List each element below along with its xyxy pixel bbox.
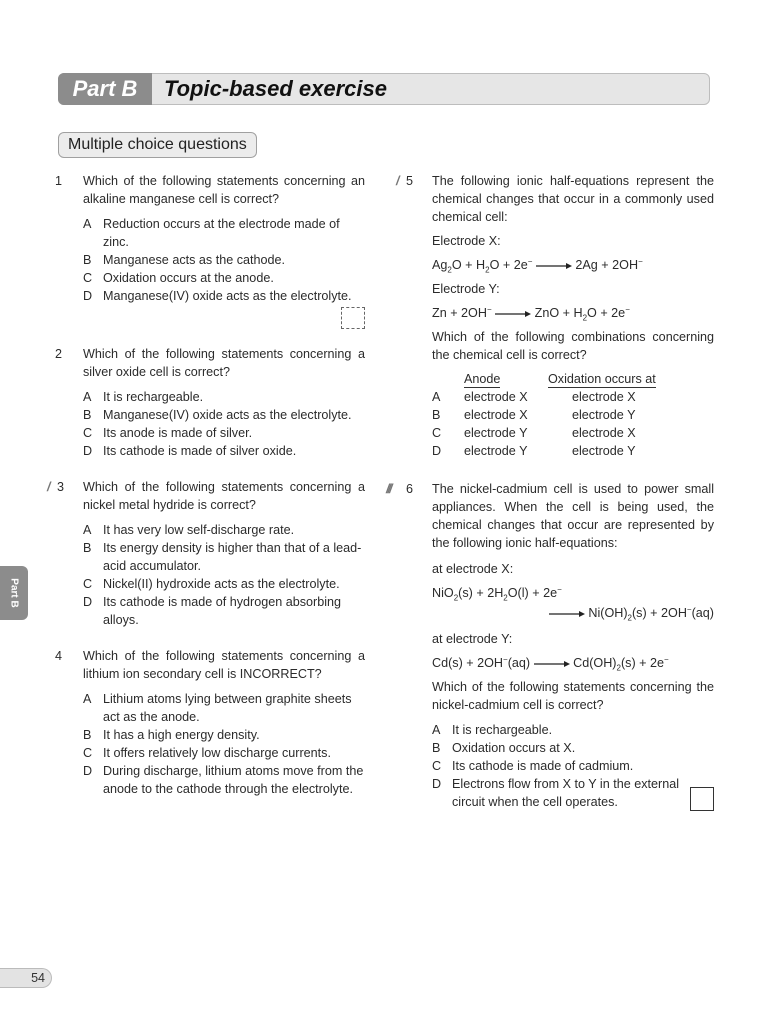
question-stem: Which of the following statements concerning an alkaline manganese cell is correct? bbox=[83, 174, 365, 206]
equation-electrode-y: Cd(s) + 2OH−(aq) $Cd(OH)_2(s) + 2e^-$ bbox=[432, 654, 669, 673]
option-b[interactable]: B Manganese acts as the cathode. bbox=[83, 253, 286, 267]
question-stem: The following ionic half-equations represent the chemical changes that occur in a commonly used chemical cell: bbox=[432, 174, 714, 224]
option-b[interactable]: B electrode X electrode Y bbox=[432, 408, 636, 422]
equation-electrode-y: Zn + 2OH− ZnO + $H_2O + 2e^-$ bbox=[432, 304, 630, 323]
option-d[interactable]: D Its cathode is made of hydrogen absorbing alloys. bbox=[83, 595, 342, 627]
question-4 bbox=[55, 647, 365, 798]
option-a[interactable]: A It is rechargeable. bbox=[432, 723, 553, 737]
option-c[interactable]: C Oxidation occurs at the anode. bbox=[83, 271, 274, 285]
arrow-icon bbox=[534, 660, 570, 668]
difficulty-mark-icon: / bbox=[396, 174, 398, 188]
column-header-anode: Anode bbox=[464, 372, 501, 386]
electrode-x-label: Electrode X: bbox=[432, 234, 501, 248]
question-2 bbox=[55, 345, 365, 460]
part-badge: Part B bbox=[58, 73, 152, 105]
column-header-oxidation: Oxidation occurs at bbox=[548, 372, 656, 386]
combination-table bbox=[432, 370, 656, 460]
question-stem: The nickel-cadmium cell is used to power small appliances. When the cell is being used, the chemical changes that occur are represented by the following ionic half-equations: bbox=[432, 482, 714, 550]
page-title: Topic-based exercise bbox=[164, 76, 387, 101]
arrow-icon bbox=[495, 310, 531, 318]
question-6 bbox=[386, 480, 714, 811]
option-d[interactable]: D During discharge, lithium atoms move from the anode to the cathode through the electrolyte. bbox=[83, 764, 364, 796]
section-heading: Multiple choice questions bbox=[58, 132, 257, 158]
difficulty-mark-icon: / bbox=[47, 480, 49, 494]
question-number: 4 bbox=[55, 649, 63, 663]
option-a[interactable]: A It has very low self-discharge rate. bbox=[83, 523, 295, 537]
question-number: / 5 bbox=[396, 174, 414, 188]
electrode-y-label: Electrode Y: bbox=[432, 282, 500, 296]
arrow-icon bbox=[536, 262, 572, 270]
question-stem: Which of the following statements concerning a nickel metal hydride is correct? bbox=[83, 480, 365, 512]
difficulty-mark-icon: /// bbox=[386, 482, 391, 496]
option-a[interactable]: A Lithium atoms lying between graphite sheets act as the anode. bbox=[83, 692, 352, 724]
right-column bbox=[386, 172, 714, 811]
option-b[interactable]: B Its energy density is higher than that of a lead-acid accumulator. bbox=[83, 541, 362, 573]
question-3 bbox=[47, 478, 365, 629]
option-a[interactable]: A electrode X electrode X bbox=[432, 390, 636, 404]
option-a[interactable]: A Reduction occurs at the electrode made of zinc. bbox=[83, 217, 340, 249]
equation-electrode-x: $NiO_2(s) + 2H_2O(l) + 2e^-$ bbox=[432, 584, 562, 603]
option-a[interactable]: A It is rechargeable. bbox=[83, 390, 204, 404]
question-prompt: Which of the following statements concerning the nickel-cadmium cell is correct? bbox=[432, 680, 714, 712]
answer-box[interactable] bbox=[341, 307, 365, 329]
arrow-icon bbox=[549, 610, 585, 618]
equation-electrode-x: $Ag_2O + H_2O + 2e^-$ 2Ag + 2OH− bbox=[432, 256, 643, 275]
left-column bbox=[47, 172, 365, 798]
option-d[interactable]: D Its cathode is made of silver oxide. bbox=[83, 444, 297, 458]
option-b[interactable]: B It has a high energy density. bbox=[83, 728, 260, 742]
question-number: 1 bbox=[55, 174, 63, 188]
question-number: / 3 bbox=[47, 480, 65, 494]
option-d[interactable]: D Electrons flow from X to Y in the external circuit when the cell operates. bbox=[432, 777, 680, 809]
question-stem: Which of the following statements concerning a lithium ion secondary cell is INCORRECT? bbox=[83, 649, 365, 681]
option-b[interactable]: B Oxidation occurs at X. bbox=[432, 741, 576, 755]
question-stem: Which of the following statements concerning a silver oxide cell is correct? bbox=[83, 347, 365, 379]
question-5 bbox=[396, 172, 714, 460]
option-d[interactable]: D Manganese(IV) oxide acts as the electrolyte. bbox=[83, 289, 352, 303]
question-number: /// 6 bbox=[386, 482, 414, 496]
electrode-y-label: at electrode Y: bbox=[432, 632, 513, 646]
option-c[interactable]: C Its cathode is made of cadmium. bbox=[432, 759, 634, 773]
question-1 bbox=[55, 172, 365, 331]
option-c[interactable]: C Its anode is made of silver. bbox=[83, 426, 253, 440]
option-b[interactable]: B Manganese(IV) oxide acts as the electrolyte. bbox=[83, 408, 352, 422]
electrode-x-label: at electrode X: bbox=[432, 562, 514, 576]
page-number: 54 bbox=[0, 968, 52, 988]
answer-box[interactable] bbox=[690, 787, 714, 811]
option-c[interactable]: C It offers relatively low discharge currents. bbox=[83, 746, 331, 760]
option-c[interactable]: C Nickel(II) hydroxide acts as the electrolyte. bbox=[83, 577, 340, 591]
equation-electrode-x-products: $Ni(OH)_2(s) + 2OH^-(aq)$ bbox=[432, 604, 714, 622]
side-tab-label: Part B bbox=[8, 578, 20, 608]
question-number: 2 bbox=[55, 347, 63, 361]
option-c[interactable]: C electrode Y electrode X bbox=[432, 426, 636, 440]
question-prompt: Which of the following combinations concerning the chemical cell is correct? bbox=[432, 330, 714, 362]
option-d[interactable]: D electrode Y electrode Y bbox=[432, 444, 636, 458]
